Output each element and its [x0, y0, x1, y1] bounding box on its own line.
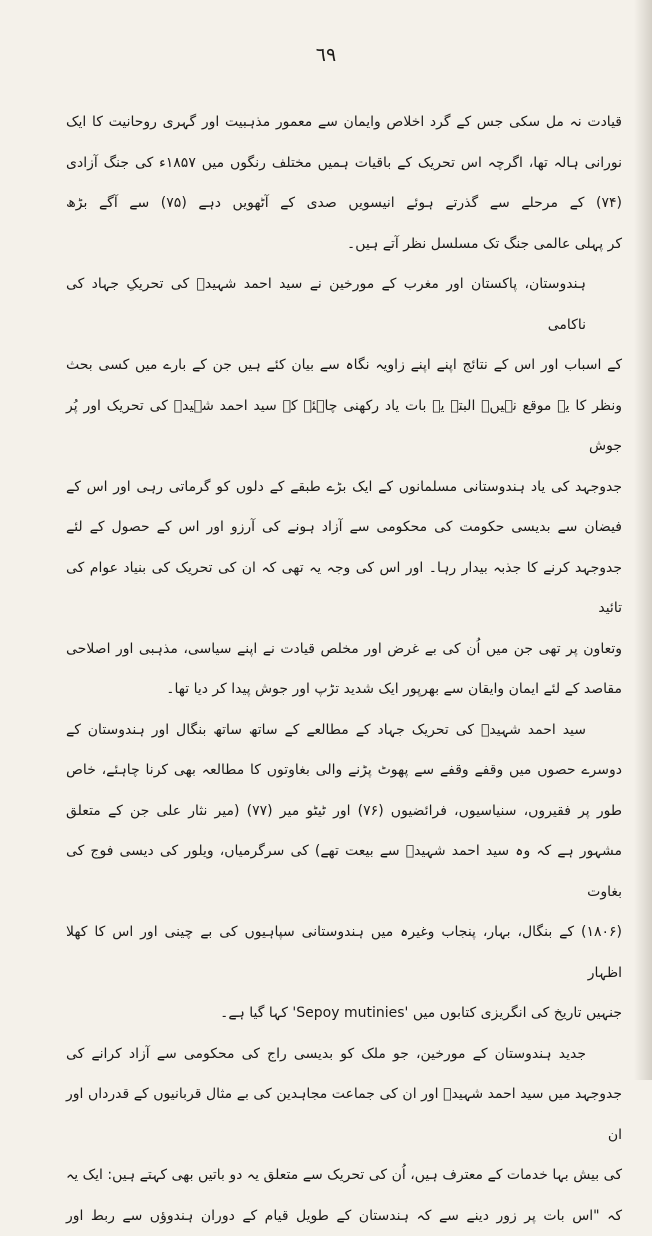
body-text — [66, 102, 622, 1236]
page-number: ٦٩ — [0, 44, 652, 66]
text-line: دوسرے حصوں میں وقفے وقفے سے پھوٹ پڑنے والی بغاوتوں کا مطالعہ بھی کرنا چاہئے، خاص — [66, 750, 622, 791]
text-line: ونظر کا یہ موقع نہیں۔ البتہ یہ بات یاد رکھنی چاہئے کہ سید احمد شہیدؒ کی تحریک اور پُر جوش — [66, 386, 622, 467]
text-line: مشہور ہے کہ وہ سید احمد شہیدؒ سے بیعت تھے) کی سرگرمیاں، ویلور کی دیسی فوج کی بغاوت — [66, 831, 622, 912]
text-line: (۱۸۰۶) کے بنگال، بہار، پنجاب وغیرہ میں ہندوستانی سپاہیوں کی بے چینی اور اس کا کھلا اظہار — [66, 912, 622, 993]
text-line: جدوجہد کرنے کا جذبہ بیدار رہا۔ اور اس کی وجہ یہ تھی کہ ان کی تحریک کی بنیاد عوام کی تائید — [66, 548, 622, 629]
text-line: طور پر فقیروں، سنیاسیوں، فرائضیوں (۷۶) اور ٹیٹو میر (۷۷) (میر نثار علی جن کے متعلق — [66, 791, 622, 832]
text-line: مقاصد کے لئے ایمان وایقان سے بھرپور ایک شدید تڑپ اور جوش پیدا کر دیا تھا۔ — [66, 669, 622, 710]
page-spine-shadow — [634, 0, 652, 1080]
text-line: قیادت نہ مل سکی جس کے گرد اخلاص وایمان سے معمور مذہبیت اور گہری روحانیت کا ایک — [66, 102, 622, 143]
paragraph-2 — [66, 264, 622, 710]
text-line: جدوجہد میں سید احمد شہیدؒ اور ان کی جماعت مجاہدین کی بے مثال قربانیوں کے قدرداں اور ان — [66, 1074, 622, 1155]
text-line: جدید ہندوستان کے مورخین، جو ملک کو بدیسی راج کی محکومی سے آزاد کرانے کی — [66, 1034, 622, 1075]
text-line: جنہیں تاریخ کی انگریزی کتابوں میں 'Sepoy mutinies' کہا گیا ہے۔ — [66, 993, 622, 1034]
text-line: کہ "اس بات پر زور دینے سے کہ ہندستان کے طویل قیام کے دوران ہندوؤں سے ربط اور — [66, 1196, 622, 1236]
text-line: کی بیش بہا خدمات کے معترف ہیں، اُن کی تحریک سے متعلق یہ دو باتیں بھی کہتے ہیں: ایک یہ — [66, 1155, 622, 1196]
text-line: سید احمد شہیدؒ کی تحریک جہاد کے مطالعے کے ساتھ ساتھ بنگال اور ہندوستان کے — [66, 710, 622, 751]
text-line: نورانی ہالہ تھا، اگرچہ اس تحریک کے باقیات ہمیں مختلف رنگوں میں ۱۸۵۷ء کی جنگ آزادی — [66, 143, 622, 184]
paragraph-1 — [66, 102, 622, 264]
text-line: جدوجہد کی یاد ہندوستانی مسلمانوں کے ایک بڑے طبقے کے دلوں کو گرماتی رہی اور اس کے — [66, 467, 622, 508]
text-line: (۷۴) کے مرحلے سے گذرتے ہوئے انیسویں صدی کے آٹھویں دہے (۷۵) سے آگے بڑھ — [66, 183, 622, 224]
text-line: فیضان سے بدیسی حکومت کی محکومی سے آزاد ہونے کی آرزو اور اس کے حصول کے لئے — [66, 507, 622, 548]
text-line: ہندوستان، پاکستان اور مغرب کے مورخین نے سید احمد شہیدؒ کی تحریکِ جہاد کی ناکامی — [66, 264, 622, 345]
text-line: کے اسباب اور اس کے نتائج اپنے اپنے زاویہ نگاہ سے بیان کئے ہیں جن کے بارے میں کسی بحث — [66, 345, 622, 386]
text-line: کر پہلی عالمی جنگ تک مسلسل نظر آتے ہیں۔ — [66, 224, 622, 265]
paragraph-4 — [66, 1034, 622, 1236]
text-line: وتعاون پر تھی جن میں اُن کی بے غرض اور مخلص قیادت نے اپنے سیاسی، مذہبی اور اصلاحی — [66, 629, 622, 670]
paragraph-3 — [66, 710, 622, 1034]
